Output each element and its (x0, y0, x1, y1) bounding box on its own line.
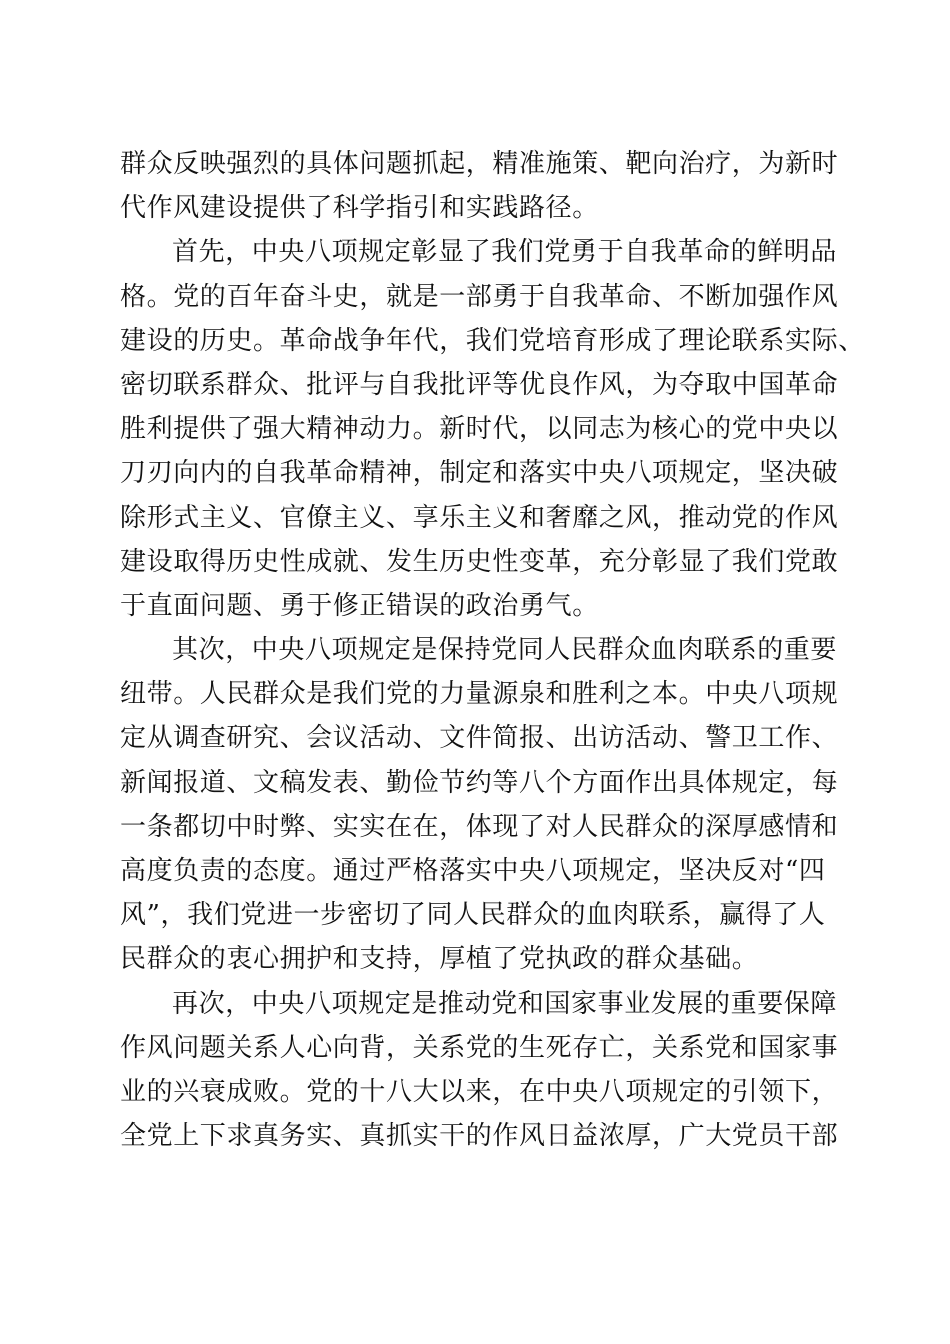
text-line: 一条都切中时弊、实实在在，体现了对人民群众的深厚感情和 (120, 811, 839, 842)
text-line: 建设取得历史性成就、发生历史性变革，充分彰显了我们党敢 (120, 546, 839, 577)
text-line: 格。党的百年奋斗史，就是一部勇于自我革命、不断加强作风 (120, 281, 839, 312)
text-line: 纽带。人民群众是我们党的力量源泉和胜利之本。中央八项规 (120, 679, 839, 710)
text-line: 全党上下求真务实、真抓实干的作风日益浓厚，广大党员干部 (120, 1121, 839, 1152)
text-line: 除形式主义、官僚主义、享乐主义和奢靡之风，推动党的作风 (120, 502, 839, 533)
text-line: 群众反映强烈的具体问题抓起，精准施策、靶向治疗，为新时 (120, 149, 839, 179)
text-line: 于直面问题、勇于修正错误的政治勇气。 (120, 590, 599, 621)
text-line: 建设的历史。革命战争年代，我们党培育形成了理论联系实际、 (120, 325, 865, 356)
text-line: 代作风建设提供了科学指引和实践路径。 (120, 193, 599, 224)
paragraph-first-line: 首先，中央八项规定彰显了我们党勇于自我革命的鲜明品 (172, 237, 838, 268)
paragraph-first-line: 再次，中央八项规定是推动党和国家事业发展的重要保障 (172, 988, 838, 1019)
paragraph-first-line: 其次，中央八项规定是保持党同人民群众血肉联系的重要 (172, 635, 838, 666)
text-line: 密切联系群众、批评与自我批评等优良作风，为夺取中国革命 (120, 369, 839, 400)
text-line: 民群众的衷心拥护和支持，厚植了党执政的群众基础。 (120, 944, 759, 975)
text-line: 新闻报道、文稿发表、勤俭节约等八个方面作出具体规定，每 (120, 767, 839, 798)
text-line: 风”，我们党进一步密切了同人民群众的血肉联系，赢得了人 (120, 900, 826, 931)
text-line: 定从调查研究、会议活动、文件简报、出访活动、警卫工作、 (120, 723, 839, 754)
body-text (120, 142, 865, 1158)
text-line: 作风问题关系人心向背，关系党的生死存亡，关系党和国家事 (120, 1032, 839, 1063)
text-line: 刀刃向内的自我革命精神，制定和落实中央八项规定，坚决破 (120, 458, 839, 489)
text-line: 高度负责的态度。通过严格落实中央八项规定，坚决反对“四 (120, 856, 826, 886)
text-line: 胜利提供了强大精神动力。新时代，以同志为核心的党中央以 (120, 414, 839, 445)
text-line: 业的兴衰成败。党的十八大以来，在中央八项规定的引领下， (120, 1076, 839, 1107)
